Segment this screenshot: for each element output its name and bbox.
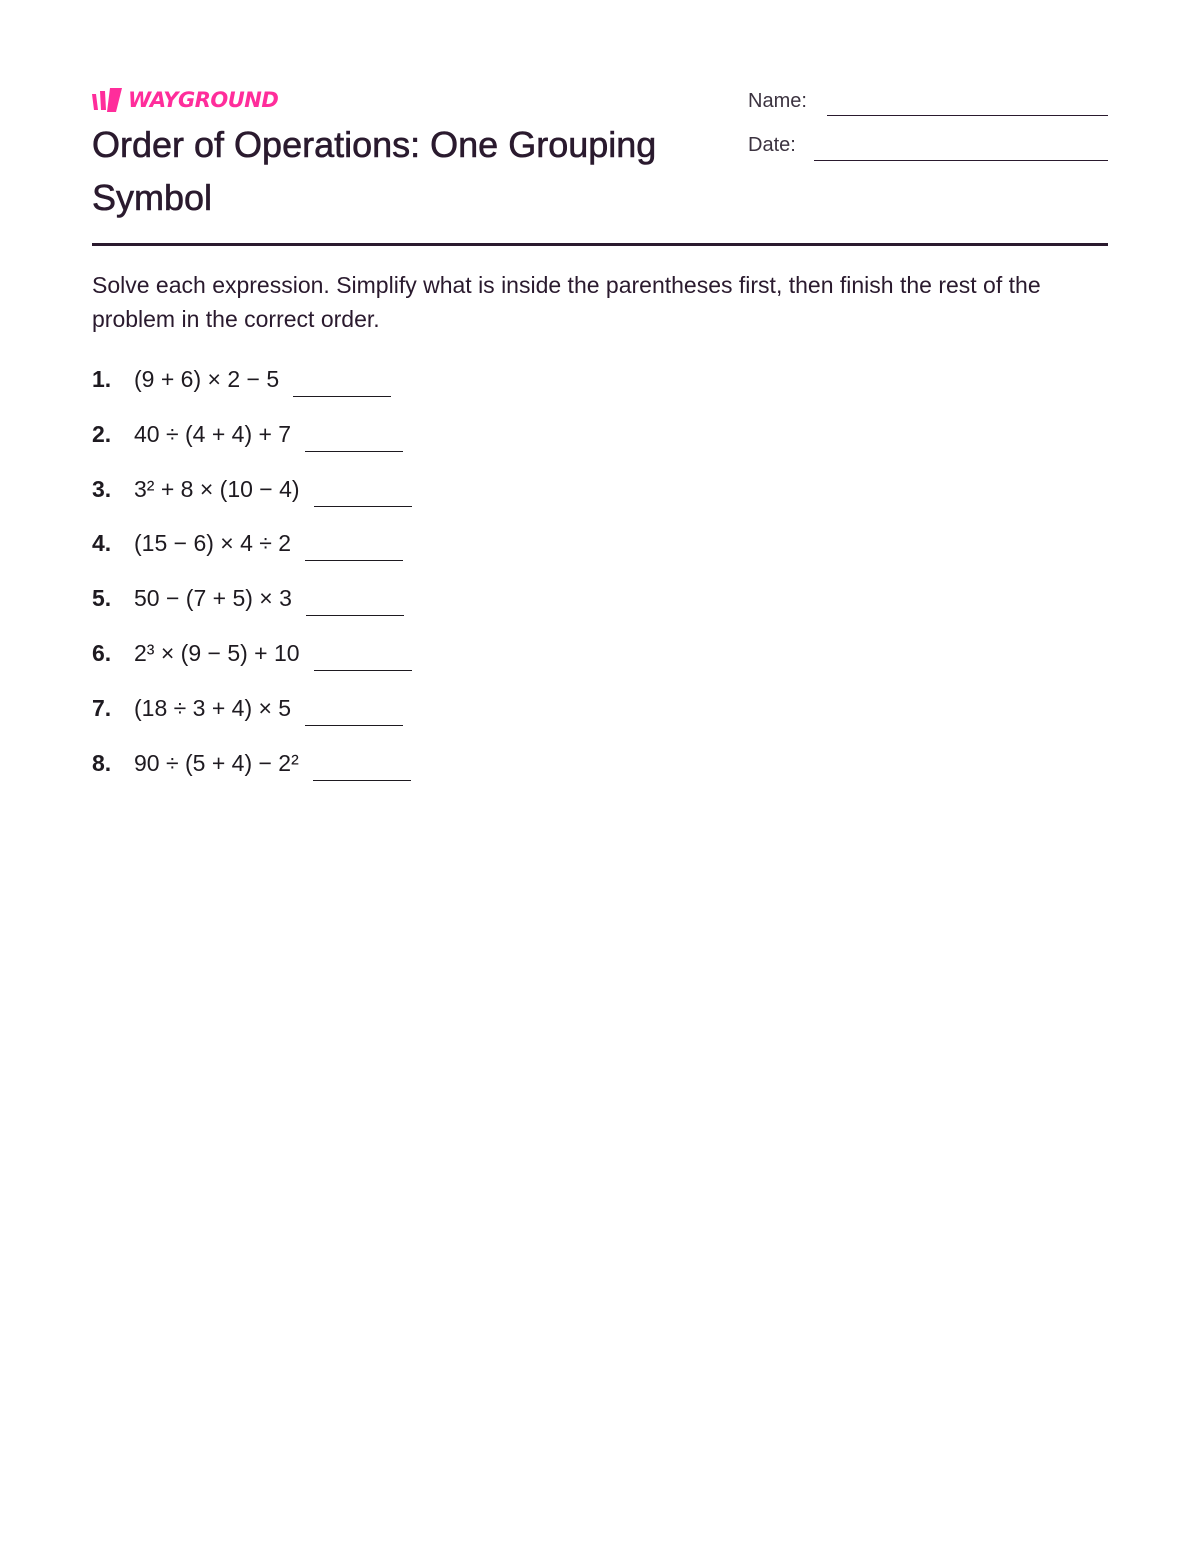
problem-item <box>92 524 412 579</box>
problem-expression: 90 ÷ (5 + 4) − 2² <box>134 749 299 776</box>
date-field[interactable] <box>814 160 1108 161</box>
answer-blank[interactable] <box>314 634 412 671</box>
problem-number: 2. <box>92 420 112 447</box>
problem-item <box>92 744 412 799</box>
page-title: Order of Operations: One Grouping Symbol <box>92 124 657 218</box>
problem-number: 3. <box>92 475 112 502</box>
problem-number: 7. <box>92 694 112 721</box>
problem-number: 5. <box>92 585 112 612</box>
problem-number: 4. <box>92 530 112 557</box>
answer-blank[interactable] <box>314 470 412 507</box>
date-label: Date: <box>748 134 796 156</box>
problem-item <box>92 579 412 634</box>
problem-expression: (15 − 6) × 4 ÷ 2 <box>134 530 292 557</box>
problem-number: 1. <box>92 366 112 392</box>
problem-item <box>92 360 412 415</box>
answer-blank[interactable] <box>293 360 391 397</box>
problem-expression: 50 − (7 + 5) × 3 <box>134 585 292 612</box>
problem-list <box>92 360 412 798</box>
answer-blank[interactable] <box>306 579 404 616</box>
name-field[interactable] <box>827 115 1108 116</box>
problem-item <box>92 689 412 744</box>
problem-item <box>92 415 412 470</box>
problem-number: 8. <box>92 749 112 776</box>
name-label: Name: <box>748 90 807 112</box>
problem-number: 6. <box>92 639 112 666</box>
instructions: Solve each expression. Simplify what is inside the parentheses first, then finish the rest of the problem in the correct order. <box>92 272 1041 332</box>
problem-expression: 2³ × (9 − 5) + 10 <box>134 639 300 666</box>
brand-name: WAYGROUND <box>128 88 279 112</box>
answer-blank[interactable] <box>313 744 411 781</box>
header-divider <box>92 243 1108 246</box>
problem-expression: (9 + 6) × 2 − 5 <box>134 366 280 392</box>
answer-blank[interactable] <box>305 689 403 726</box>
problem-item <box>92 634 412 689</box>
answer-blank[interactable] <box>305 415 403 452</box>
wayground-logo-icon <box>92 88 122 112</box>
problem-expression: 40 ÷ (4 + 4) + 7 <box>134 420 292 447</box>
brand-logo <box>92 87 278 113</box>
answer-blank[interactable] <box>305 524 403 561</box>
problem-expression: (18 ÷ 3 + 4) × 5 <box>134 694 292 721</box>
problem-item <box>92 470 412 525</box>
problem-expression: 3² + 8 × (10 − 4) <box>134 475 300 502</box>
